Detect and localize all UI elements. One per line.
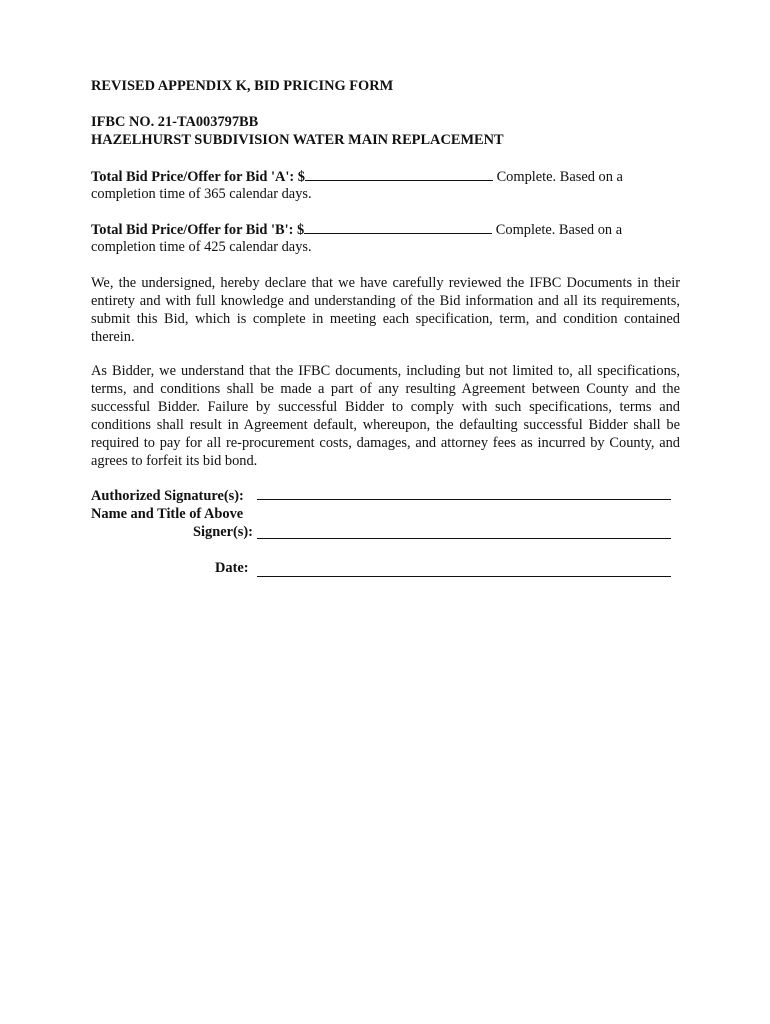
date-field[interactable] [257,576,671,577]
form-title: REVISED APPENDIX K, BID PRICING FORM [91,78,394,94]
bid-b-label: Total Bid Price/Offer for Bid 'B': $ [91,222,305,238]
bid-b-suffix: Complete. Based on a [492,222,623,238]
authorized-signature-field[interactable] [257,499,671,500]
bidder-understanding-paragraph: As Bidder, we understand that the IFBC documents, including but not limited to, all specifications, terms, and conditions shall be made a part of any resulting Agreement between County and the successful Bidder. Failure by successful Bidder to comply with such specifications, terms and conditions shall result in Agreement default, whereupon, the defaulting successful Bidder shall be required to pay for all re-procurement costs, damages, and attorney fees as incurred by County, and agrees to forfeit its bid bond. [91,363,680,469]
declaration-paragraph: We, the undersigned, hereby declare that we have carefully reviewed the IFBC Documents in their entirety and with full knowledge and understanding of the Bid information and all its requirements, submit this Bid, which is complete in meeting each specification, term, and condition contained therein. [91,275,680,345]
bid-b-row [91,220,622,239]
bid-a-label: Total Bid Price/Offer for Bid 'A': $ [91,169,305,185]
name-title-label: Name and Title of Above [91,506,244,522]
bid-a-row [91,167,623,186]
bid-b-price-field[interactable] [304,220,492,234]
bid-b-continuation: completion time of 425 calendar days. [91,239,312,255]
bid-a-suffix: Complete. Based on a [492,169,623,185]
bid-a-price-field[interactable] [305,167,493,181]
date-label: Date: [215,560,249,576]
signer-label: Signer(s): [193,524,253,540]
project-name: HAZELHURST SUBDIVISION WATER MAIN REPLACEMENT [91,132,504,148]
bid-a-continuation: completion time of 365 calendar days. [91,186,312,202]
ifbc-number: IFBC NO. 21-TA003797BB [91,114,259,130]
name-title-field[interactable] [257,538,671,539]
authorized-signature-label: Authorized Signature(s): [91,488,244,504]
